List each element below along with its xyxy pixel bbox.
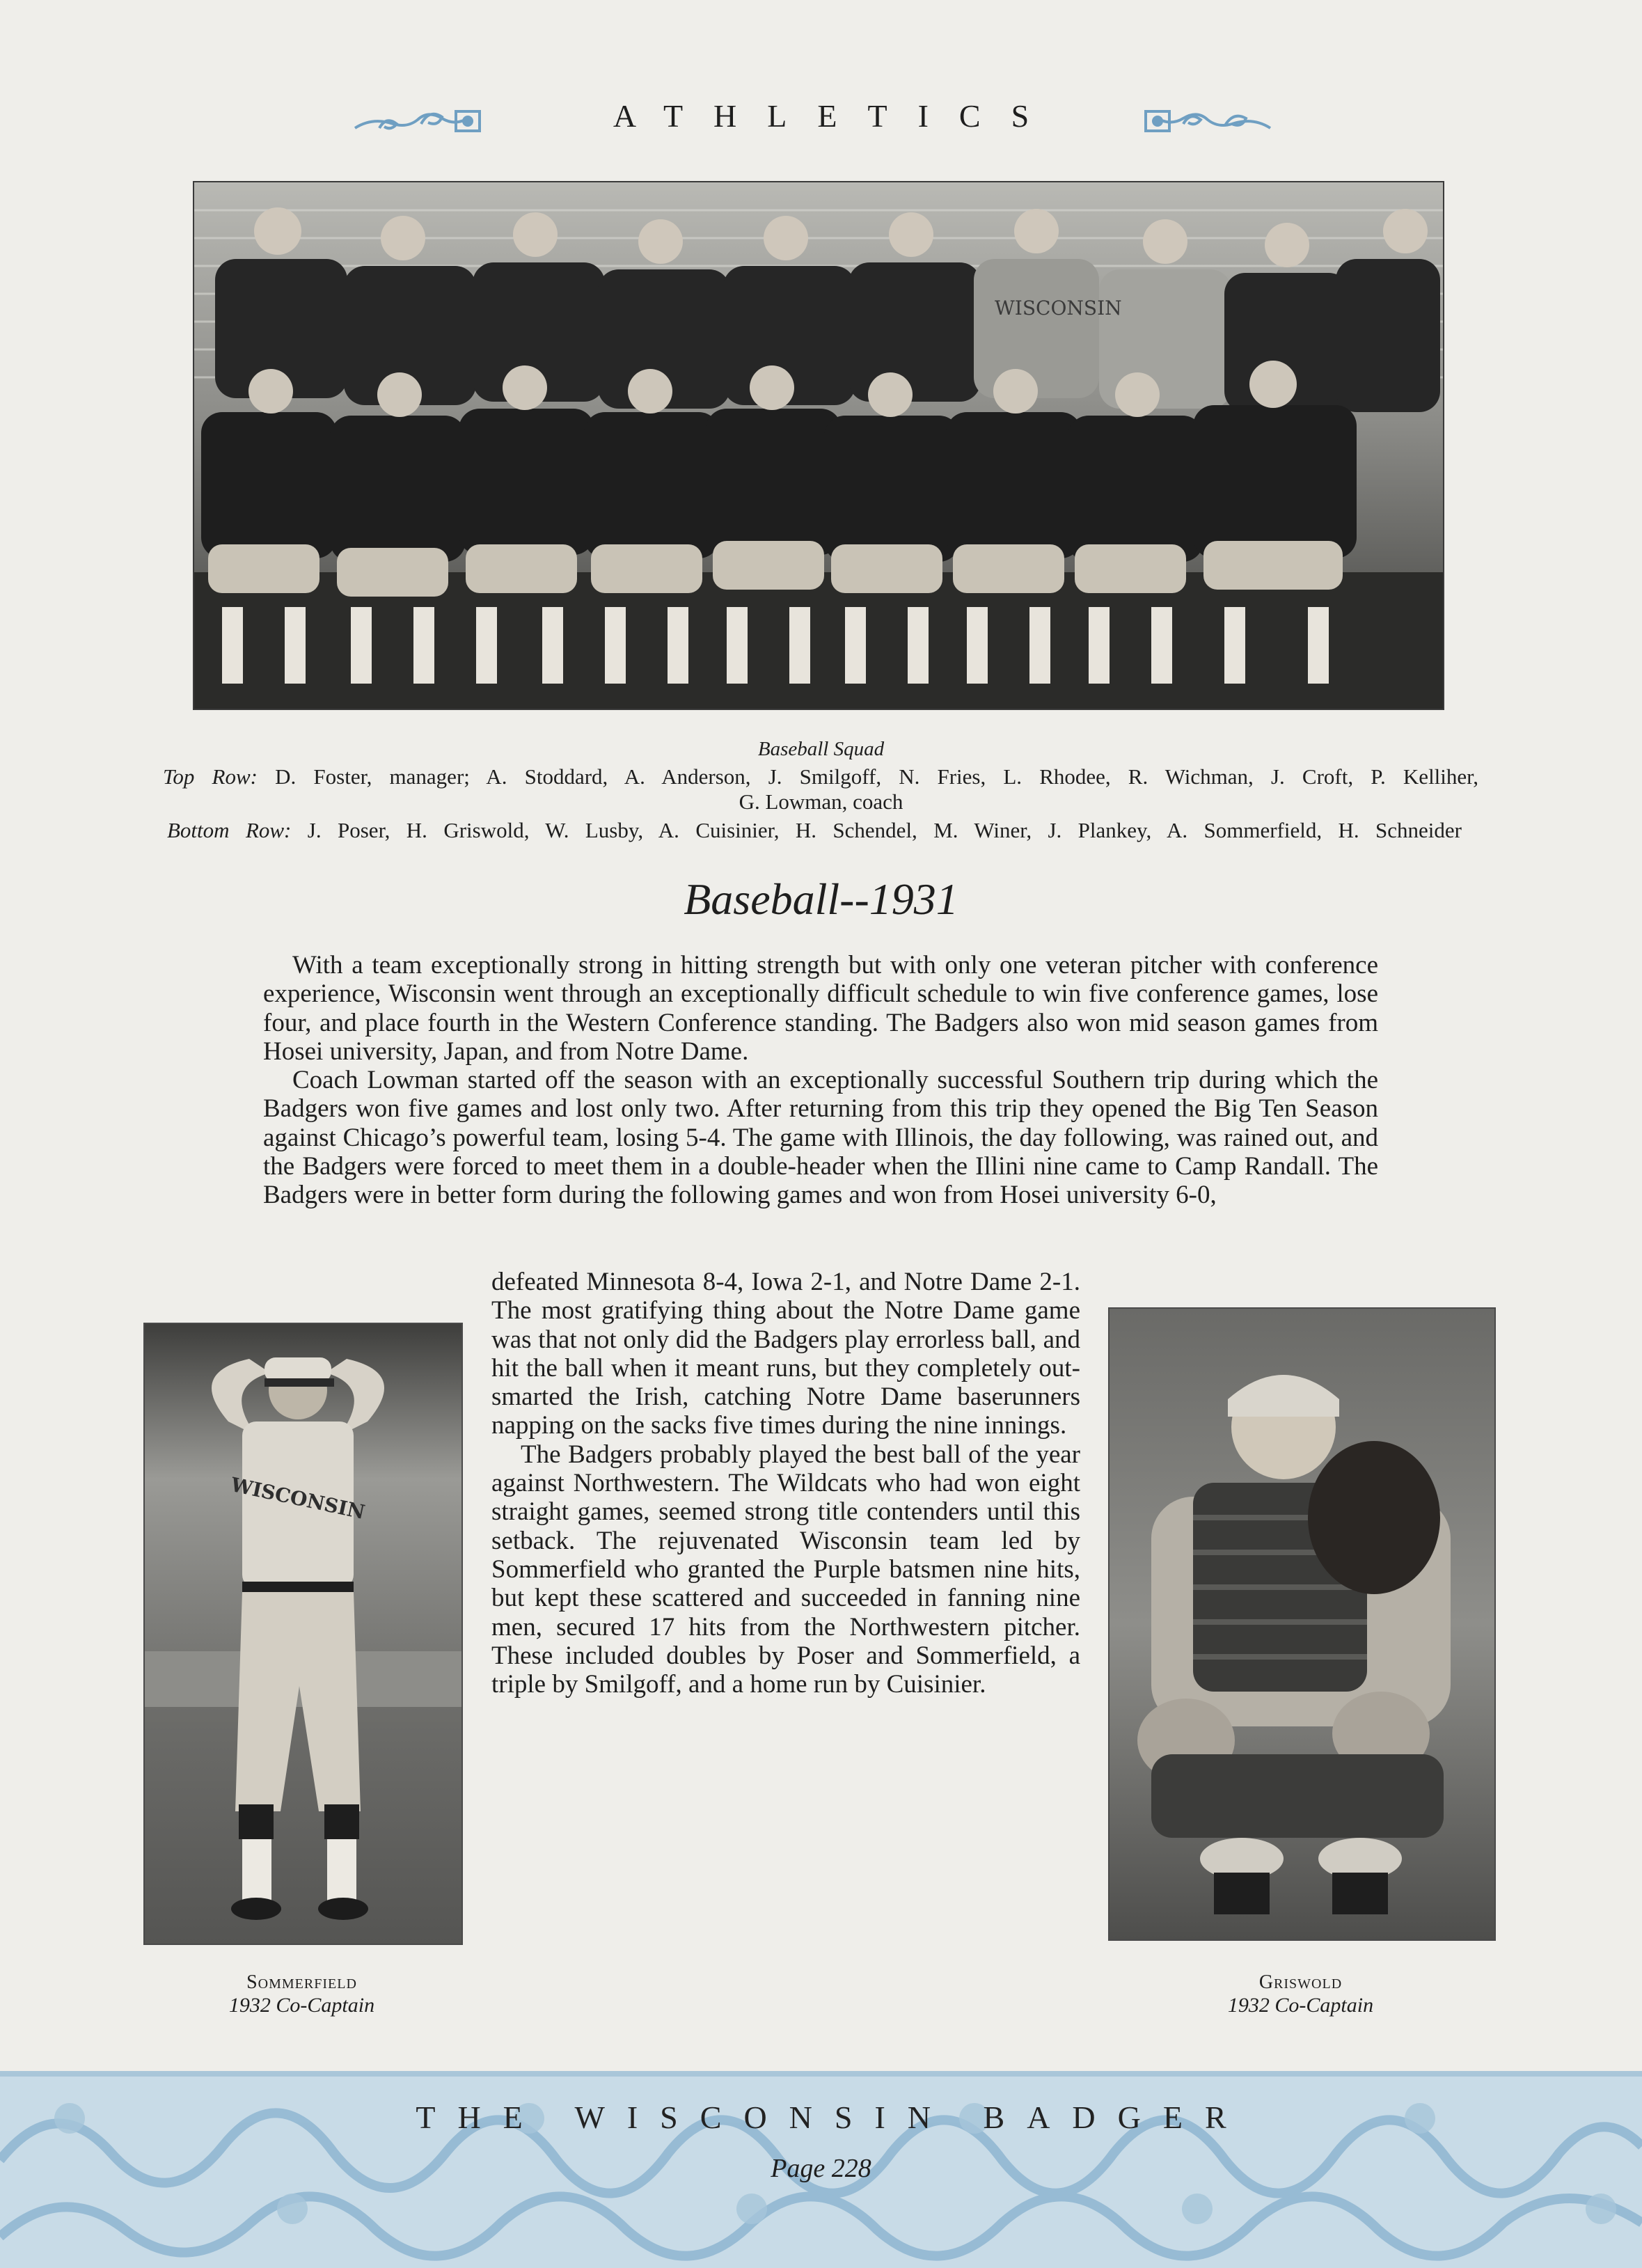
sommerfield-jersey-lettering: WISCONSIN	[228, 1472, 368, 1524]
team-jersey-lettering: WISCONSIN	[995, 297, 1122, 320]
team-photo	[193, 181, 1444, 710]
article-title: Baseball--1931	[684, 874, 958, 924]
top-row-label: Top Row:	[163, 764, 258, 789]
team-photo-caption-title: Baseball Squad	[757, 738, 885, 760]
bottom-row-label: Bottom Row:	[167, 818, 292, 842]
article-paragraph-1: With a team exceptionally strong in hitting strength but with only one veteran pitcher with conference experience, Wisconsin went through an exceptionally difficult schedule to win five conference games, lose four, and place fourth in the Western Conference standing. The Badgers also won mid season games from Hosei university, Japan, and from Notre Dame.	[263, 951, 1378, 1066]
top-row-names: D. Foster, manager; A. Stoddard, A. Anderson, J. Smilgoff, N. Fries, L. Rhodee, R. Wichman, J. Croft, P. Kelliher,	[275, 764, 1478, 789]
griswold-name: Griswold	[1258, 1971, 1343, 1993]
article-paragraph-3: The Badgers probably played the best ball of the year against Northwestern. The Wildcats who had won eight straight games, seemed strong title contenders until this setback. The rejuvenated Wisconsin team led by Sommerfield who granted the Purple batsmen nine hits, but kept these scattered and succeeded in fanning nine men, secured 17 hits from the Northwestern pitcher. These included doubles by Poser and Sommerfield, a triple by Smilgoff, and a home run by Cuisinier.	[491, 1440, 1080, 1699]
page-number: Page 228	[771, 2154, 871, 2183]
bottom-row-roster	[167, 818, 1462, 843]
sommerfield-caption-name	[143, 1971, 460, 1994]
griswold-photo	[1108, 1307, 1496, 1941]
top-row-roster-continued: G. Lowman, coach	[739, 789, 903, 814]
griswold-caption-name	[1108, 1971, 1493, 1994]
page-section-title: ATHLETICS	[613, 98, 1060, 134]
sommerfield-name: Sommerfield	[246, 1971, 357, 1993]
article-body-column	[491, 1268, 1080, 1699]
sommerfield-caption-role: 1932 Co-Captain	[228, 1994, 375, 2017]
sommerfield-photo	[143, 1323, 463, 1945]
bottom-row-names: J. Poser, H. Griswold, W. Lusby, A. Cuisinier, H. Schendel, M. Winer, J. Plankey, A. Sommerfield, H. Schneider	[307, 818, 1462, 842]
header-ornament-right	[1142, 103, 1274, 136]
griswold-caption-role: 1932 Co-Captain	[1227, 1994, 1374, 2017]
top-row-roster	[163, 764, 1478, 789]
article-paragraph-2-continued: defeated Minnesota 8-4, Iowa 2-1, and Notre Dame 2-1. The most gratifying thing about the Notre Dame game was that not only did the Badgers play errorless ball, and hit the ball when it meant runs, but they completely outsmarted the Irish, catching Notre Dame baserunners napping on the sacks five times during the nine innings.	[491, 1268, 1080, 1440]
footer-publication-title: THE WISCONSIN BADGER	[416, 2100, 1249, 2135]
article-paragraph-2: Coach Lowman started off the season with an exceptionally successful Southern trip during which the Badgers won five games and lost only two. After returning from this trip they opened the Big Ten Season against Chicago’s powerful team, losing 5-4. The game with Illinois, the day following, was rained out, and the Badgers were forced to meet them in a double-header when the Illini nine came to Camp Randall. The Badgers were in better form during the following games and won from Hosei university 6-0,	[263, 1066, 1378, 1210]
article-body-top	[263, 951, 1378, 1210]
